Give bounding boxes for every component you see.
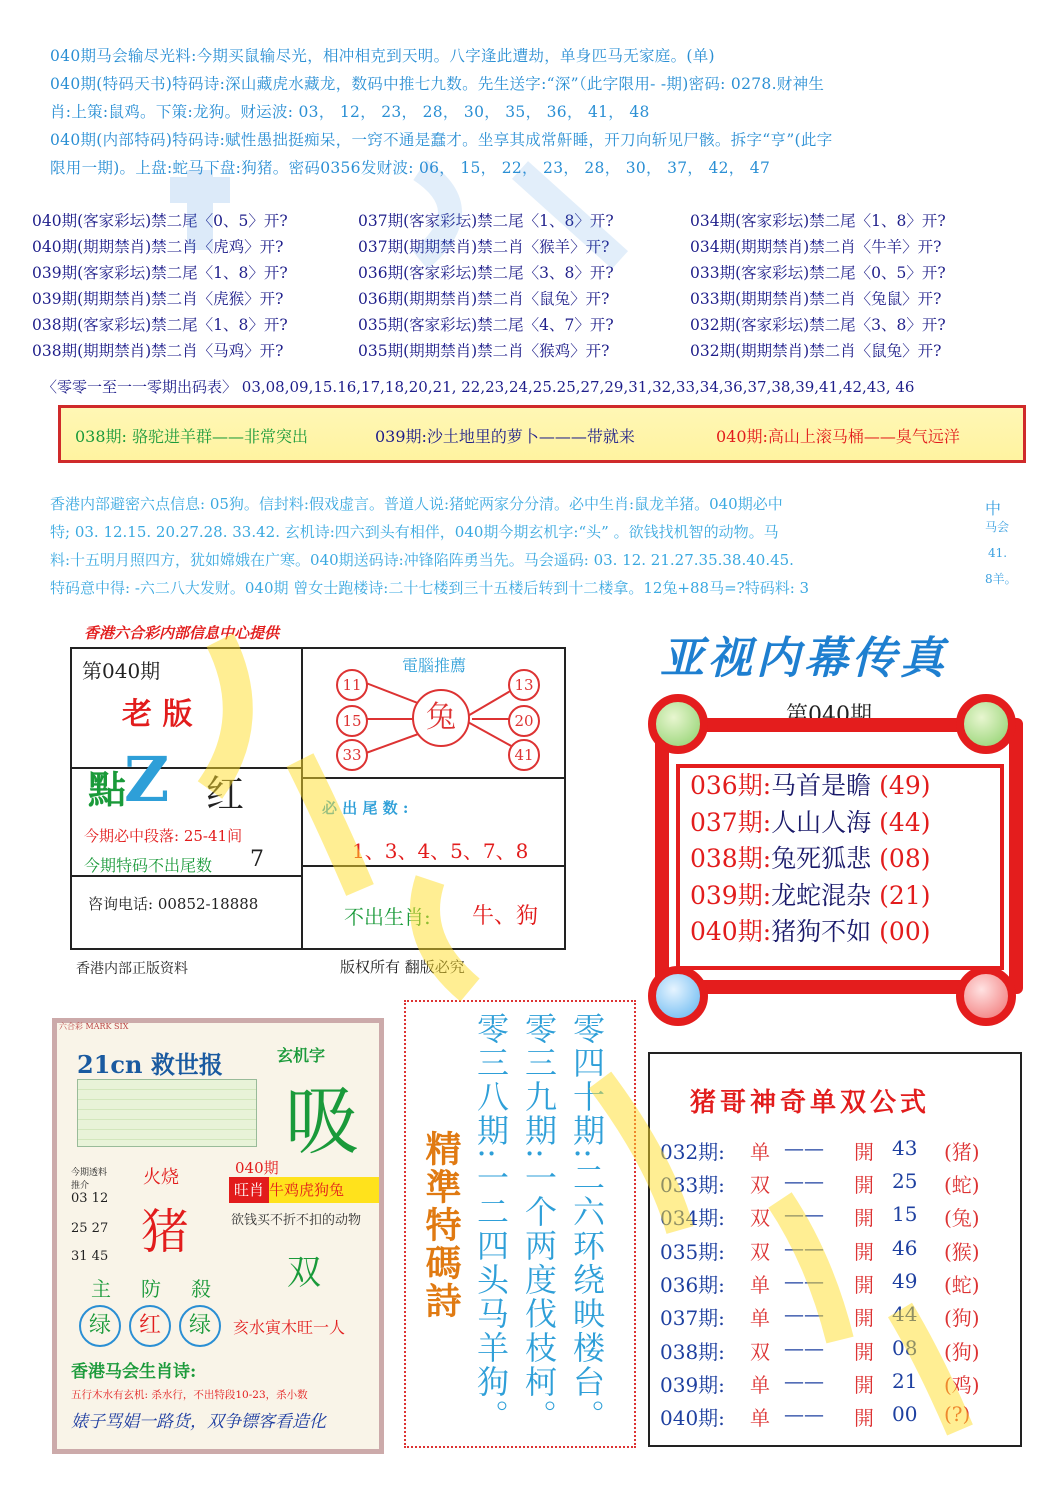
grid-cell: 034期(客家彩坛)禁二尾〈1、8〉开? <box>690 212 946 230</box>
para-line: 特码意中得: -六二八大发财。040期 曾女士跑楼诗:二十七楼到三十五楼后转到十二楼拿。12兔+88马=?特码料: 3 <box>50 579 810 597</box>
issue-label: 第040期 <box>82 659 161 683</box>
blue-ball-icon <box>648 966 708 1026</box>
num-pair: 31 45 <box>71 1249 109 1264</box>
grid-row <box>32 286 1042 312</box>
grid-cell: 036期(客家彩坛)禁二尾〈3、8〉开? <box>358 264 614 282</box>
grid-cell: 040期(客家彩坛)禁二尾〈0、5〉开? <box>32 212 288 230</box>
para-line: 040期马会输尽光料:今期买鼠输尽光，相冲相克到天明。八字逢此遭劫，单身匹马无家庭。(单) <box>50 47 715 65</box>
dot-char: 點 <box>88 767 127 812</box>
fax-row: 037期:人山人海 (44) <box>690 807 931 837</box>
poem-title: 精準特碼詩 <box>420 1130 462 1320</box>
news-issue: 040期 <box>235 1159 279 1177</box>
fax-title: 亚视内幕传真 <box>660 633 948 684</box>
idiom-038: 038期: 骆驼进羊群——非常突出 <box>75 427 309 446</box>
xuanji-label: 玄机字 <box>277 1046 326 1065</box>
grid-cell: 036期(期期禁肖)禁二肖〈鼠兔〉开? <box>358 290 610 308</box>
side-tag: 8羊。 <box>985 572 1017 586</box>
grid-cell: 038期(期期禁肖)禁二肖〈马鸡〉开? <box>32 342 284 360</box>
footer-right: 版权所有 翻版必究 <box>340 958 465 976</box>
poem-label: 香港马会生肖诗: <box>71 1362 197 1382</box>
poem-col: 零三九期:一个两度伐枝柯。 <box>520 1012 558 1433</box>
grid-row <box>32 338 1042 364</box>
wuxing-line: 五行木水有玄机: 杀水行，不出特段10-23，杀小数 <box>71 1389 308 1401</box>
center-zodiac: 兔 <box>412 689 470 747</box>
tail-must: 1、3、4、5、7、8 <box>352 839 529 863</box>
computer-label: 電腦推薦 <box>402 656 467 675</box>
para-line: 040期(内部特码)特码诗:赋性愚拙挺痴呆，一窍不通是蠢才。坐享其成常鼾睡，开刀向斩见尸骸。拆字“亨”(此字 <box>50 131 833 149</box>
grid-cell: 039期(期期禁肖)禁二肖〈虎猴〉开? <box>32 290 284 308</box>
fax-row: 036期:马首是瞻 (49) <box>690 771 931 800</box>
idiom-039: 039期:沙土地里的萝卜———带就来 <box>375 427 635 446</box>
num-pair: 25 27 <box>71 1221 109 1236</box>
poem-col: 零三八期:一二四头马羊狗。 <box>472 1012 510 1433</box>
poem-col: 零四十期:二六环绕映楼台。 <box>568 1012 606 1433</box>
info-center-header: 香港六合彩内部信息中心提供 <box>84 624 280 642</box>
tail-label: 今期特码不出尾数 <box>84 856 213 875</box>
formula-row: 034期: 双 —— 開 15 (兔) <box>660 1202 980 1230</box>
newspaper-panel <box>52 1018 384 1454</box>
fax-inner <box>676 764 1004 970</box>
pig-char: 猪 <box>141 1204 190 1260</box>
number-circle: 20 <box>508 705 540 737</box>
grid-cell: 037期(期期禁肖)禁二肖〈猴羊〉开? <box>358 238 610 256</box>
grid-row <box>32 208 1042 234</box>
news-hint: 欲钱买不折不扣的动物 <box>231 1213 362 1228</box>
grid-row <box>32 260 1042 286</box>
pig-formula-box <box>648 1052 1022 1447</box>
green-ball-icon <box>648 694 708 754</box>
red-char: 红 <box>206 772 245 816</box>
formula-row: 039期: 单 —— 開 21 (鸡) <box>660 1369 980 1397</box>
double-char: 双 <box>287 1253 321 1293</box>
number-circle: 33 <box>336 739 368 771</box>
no-zodiac: 牛、狗 <box>472 904 539 929</box>
formula-row: 035期: 双 —— 開 46 (猴) <box>660 1236 980 1264</box>
old-version: 老 版 <box>122 697 193 732</box>
num-pair: 03 12 <box>71 1191 109 1206</box>
grid-row <box>32 312 1042 338</box>
grid-cell: 032期(期期禁肖)禁二肖〈鼠兔〉开? <box>690 342 942 360</box>
idiom-banner <box>58 405 1026 463</box>
formula-row: 032期: 单 —— 開 43 (猪) <box>660 1136 980 1164</box>
number-circle: 41 <box>508 739 540 771</box>
no-zodiac-label: 不出生肖: <box>344 905 431 929</box>
border-text: 六合彩 MARK SIX <box>59 1022 129 1031</box>
intro-paragraph <box>50 42 1035 182</box>
fax-row: 038期:兔死狐悲 (08) <box>690 844 931 873</box>
sha-label: 殺 <box>191 1277 211 1301</box>
grid-cell: 035期(期期禁肖)禁二肖〈猴鸡〉开? <box>358 342 610 360</box>
grid-cell: 035期(客家彩坛)禁二尾〈4、7〉开? <box>358 316 614 334</box>
formula-row: 038期: 双 —— 開 08 (狗) <box>660 1336 980 1364</box>
formula-row: 040期: 单 —— 開 00 (?) <box>660 1402 971 1430</box>
number-circle: 13 <box>508 669 540 701</box>
codes-line: 〈零零一至一一零期出码表〉 03,08,09,15.16,17,18,20,21, 22,23,24,25.25,27,29,31,32,33,34,36,37,38,39,41,42,43, 46 <box>42 378 915 396</box>
color-circle: 红 <box>129 1305 171 1347</box>
formula-row: 037期: 单 —— 開 44 (狗) <box>660 1302 980 1330</box>
para-line: 040期(特码天书)特码诗:深山藏虎水藏龙，数码中推七九数。先生送字:“深”（此字限用- -期)密码: 0278.财神生 <box>50 75 825 93</box>
para-line: 香港内部避密六点信息: 05狗。信封料:假戏虚言。普道人说:猪蛇两家分分清。必中生肖:鼠龙羊猪。040期必中 <box>50 495 783 513</box>
green-ball-icon <box>956 694 1016 754</box>
color-circle: 绿 <box>79 1305 121 1347</box>
precise-poem-box <box>404 1000 636 1448</box>
side-tag: 马会 <box>985 520 1010 534</box>
side-tag: 41. <box>988 546 1008 560</box>
grid-cell: 032期(客家彩坛)禁二尾〈3、8〉开? <box>690 316 946 334</box>
element-line: 亥水寅木旺一人 <box>233 1318 346 1337</box>
nums-label: 今期透料推介 <box>71 1168 108 1191</box>
para-line: 料:十五明月照四方，犹如嫦娥在广寒。040期送码诗:冲锋陷阵勇当先。马会遥码: 03. 12. 21.27.35.38.40.45. <box>50 551 794 569</box>
idiom-040: 040期:高山上滚马桶——臭气远洋 <box>716 427 960 446</box>
wang-label: 旺肖 <box>229 1177 269 1203</box>
para-line: 限用一期)。上盘:蛇马下盘:狗猪。密码0356发财波: 06， 15， 22， 23， 28， 30， 37， 42， 47 <box>50 159 771 177</box>
fire-label: 火烧 <box>143 1167 179 1188</box>
segment-info: 今期必中段落: 25-41间 <box>84 827 243 845</box>
fax-row: 040期:猪狗不如 (00) <box>690 917 931 946</box>
mini-table <box>77 1079 257 1147</box>
grid-cell: 034期(期期禁肖)禁二肖〈牛羊〉开? <box>690 238 942 256</box>
number-circle: 11 <box>336 669 368 701</box>
grid-cell: 040期(期期禁肖)禁二肖〈虎鸡〉开? <box>32 238 284 256</box>
tail-value: 7 <box>250 847 264 872</box>
grid-row <box>32 234 1042 260</box>
pig-title: 猪哥神奇单双公式 <box>690 1088 931 1118</box>
fang-label: 防 <box>141 1277 161 1301</box>
grid-cell: 039期(客家彩坛)禁二尾〈1、8〉开? <box>32 264 288 282</box>
footer-left: 香港内部正版资料 <box>76 961 188 977</box>
formula-row: 036期: 单 —— 開 49 (蛇) <box>660 1269 980 1297</box>
z-char: Z <box>124 743 170 816</box>
zhu-label: 主 <box>91 1277 111 1301</box>
wang-value: 牛鸡虎狗兔 <box>269 1177 379 1203</box>
grid-cell: 033期(期期禁肖)禁二肖〈兔鼠〉开? <box>690 290 942 308</box>
para-line: 肖:上策:鼠鸡。下策:龙狗。财运波: 03， 12， 23， 28， 30， 35， 36， 41， 48 <box>50 103 650 121</box>
news-poem: 婊子骂娼一路货，双争镖客看造化 <box>71 1412 326 1432</box>
secret-paragraph <box>50 490 1035 602</box>
fax-row: 039期:龙蛇混杂 (21) <box>690 880 931 910</box>
tail-must-label: 必 出 尾 数 : <box>322 799 409 817</box>
number-circle: 15 <box>336 705 368 737</box>
info-center-box <box>70 647 566 950</box>
grid-cell: 038期(客家彩坛)禁二尾〈1、8〉开? <box>32 316 288 334</box>
phone-info: 咨询电话: 00852-18888 <box>88 895 259 913</box>
grid-cell: 033期(客家彩坛)禁二尾〈0、5〉开? <box>690 264 946 282</box>
forbidden-grid <box>32 208 1042 364</box>
newspaper-title: 21cn 救世报 <box>77 1050 223 1079</box>
fax-issue: 第040期 <box>786 703 872 728</box>
xuanji-char: 吸 <box>285 1079 359 1165</box>
formula-row: 033期: 双 —— 開 25 (蛇) <box>660 1169 980 1197</box>
para-line: 特; 03. 12.15. 20.27.28. 33.42. 玄机诗:四六到头有相伴，040期今期玄机字:“头” 。欲钱找机智的动物。马 <box>50 523 779 541</box>
red-ball-icon <box>956 966 1016 1026</box>
side-tag: 中 <box>985 499 1002 518</box>
color-circle: 绿 <box>179 1305 221 1347</box>
grid-cell: 037期(客家彩坛)禁二尾〈1、8〉开? <box>358 212 614 230</box>
